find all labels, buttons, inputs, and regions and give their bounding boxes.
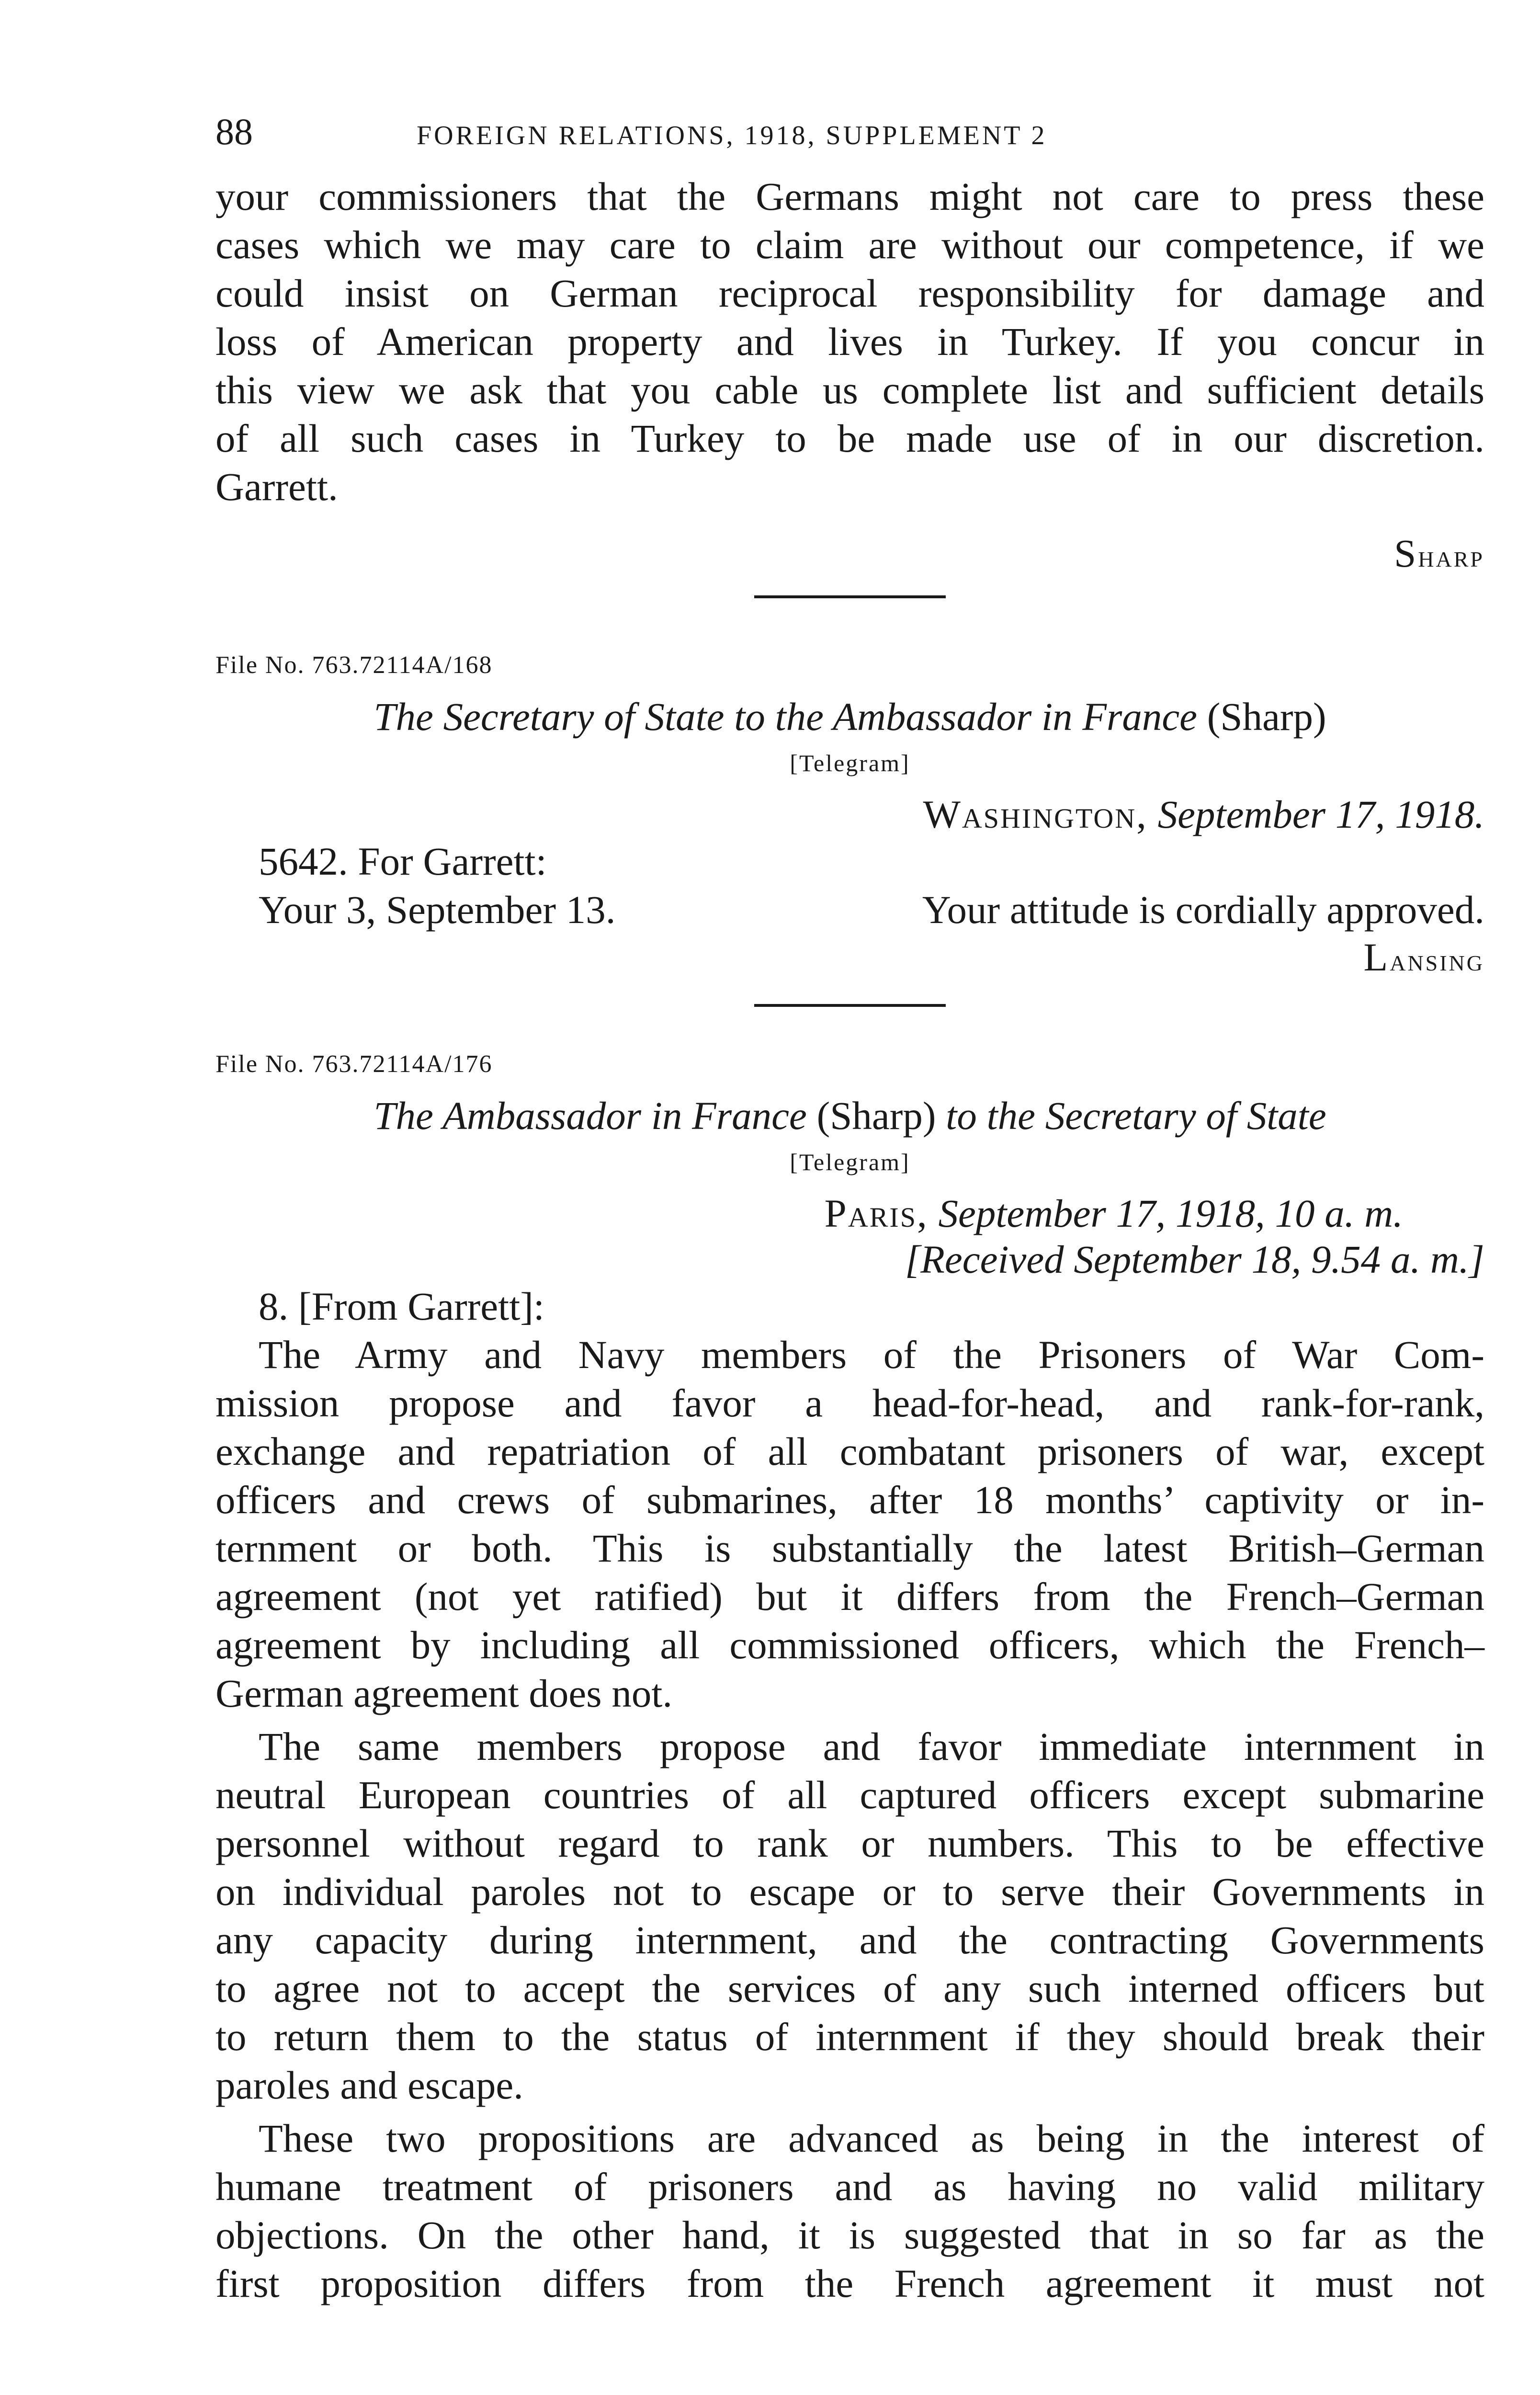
running-head: FOREIGN RELATIONS, 1918, SUPPLEMENT 2 <box>417 121 1047 150</box>
message-body: Your 3, September 13. Your attitude is cordially approved. <box>259 888 1484 932</box>
paragraph <box>215 1722 1484 2110</box>
text-line: exchange and repatriation of all combatant prisoners of war, except <box>215 1429 1484 1473</box>
dateline: Washington, September 17, 1918. <box>923 792 1484 836</box>
text-line: first proposition differs from the French agreement it must not <box>215 2261 1484 2305</box>
text-line: on individual paroles not to escape or to serve their Governments in <box>215 1870 1484 1914</box>
text-line: any capacity during internment, and the contracting Governments <box>215 1918 1484 1962</box>
file-number: File No. 763.72114A/168 <box>215 651 493 679</box>
text-line: your commissioners that the Germans might not care to press these <box>215 174 1484 218</box>
text-line: of all such cases in Turkey to be made use of in our discretion. <box>215 416 1484 460</box>
page-number: 88 <box>215 111 253 152</box>
text-line: to agree not to accept the services of any such interned officers but <box>215 1966 1484 2010</box>
paragraph <box>215 1331 1484 1718</box>
text-line: paroles and escape. <box>215 2063 523 2107</box>
dateline: Paris, September 17, 1918, 10 a. m. <box>824 1191 1403 1235</box>
text-line: agreement (not yet ratified) but it differs from the French–German <box>215 1574 1484 1619</box>
file-number: File No. 763.72114A/176 <box>215 1050 493 1078</box>
text-line: could insist on German reciprocal responsibility for damage and <box>215 271 1484 315</box>
section-divider <box>754 1004 946 1007</box>
telegram-tag: [Telegram] <box>790 750 910 776</box>
text-line: agreement by including all commissioned officers, which the French– <box>215 1623 1484 1667</box>
document-page <box>215 110 1484 2308</box>
page-header <box>215 110 1484 168</box>
received-date: [Received September 18, 9.54 a. m.] <box>905 1237 1484 1281</box>
text-line: These two propositions are advanced as being in the interest of <box>259 2116 1484 2160</box>
text-line: mission propose and favor a head-for-head, and rank-for-rank, <box>215 1381 1484 1425</box>
section-divider <box>754 595 946 598</box>
signature-sharp: Sharp <box>1394 531 1484 575</box>
text-line: The same members propose and favor immediate internment in <box>259 1724 1484 1768</box>
document-title: The Ambassador in France (Sharp) to the Secretary of State <box>374 1094 1326 1138</box>
text-line: this view we ask that you cable us complete list and sufficient details <box>215 368 1484 412</box>
document-title: The Secretary of State to the Ambassador in France (Sharp) <box>374 695 1326 739</box>
text-line: cases which we may care to claim are without our competence, if we <box>215 223 1484 267</box>
message-opening: 5642. For Garrett: <box>259 839 547 883</box>
text-line: personnel without regard to rank or numbers. This to be effective <box>215 1821 1484 1865</box>
telegram-tag: [Telegram] <box>790 1149 910 1175</box>
intro-paragraph <box>215 172 1484 511</box>
text-line: to return them to the status of internment if they should break their <box>215 2015 1484 2059</box>
text-line: The Army and Navy members of the Prisoners of War Com- <box>259 1333 1484 1377</box>
text-line: officers and crews of submarines, after 18 months’ captivity or in- <box>215 1478 1484 1522</box>
text-line: ternment or both. This is substantially the latest British–German <box>215 1526 1484 1570</box>
text-line: loss of American property and lives in Turkey. If you concur in <box>215 319 1484 364</box>
text-line: neutral European countries of all captured officers except submarine <box>215 1773 1484 1817</box>
text-line: humane treatment of prisoners and as having no valid military <box>215 2165 1484 2209</box>
text-line: German agreement does not. <box>215 1671 673 1715</box>
text-line: Garrett. <box>215 465 338 509</box>
message-opening: 8. [From Garrett]: <box>259 1284 544 1328</box>
paragraph <box>215 2114 1484 2308</box>
signature-lansing: Lansing <box>1363 935 1484 979</box>
text-line: objections. On the other hand, it is suggested that in so far as the <box>215 2213 1484 2257</box>
